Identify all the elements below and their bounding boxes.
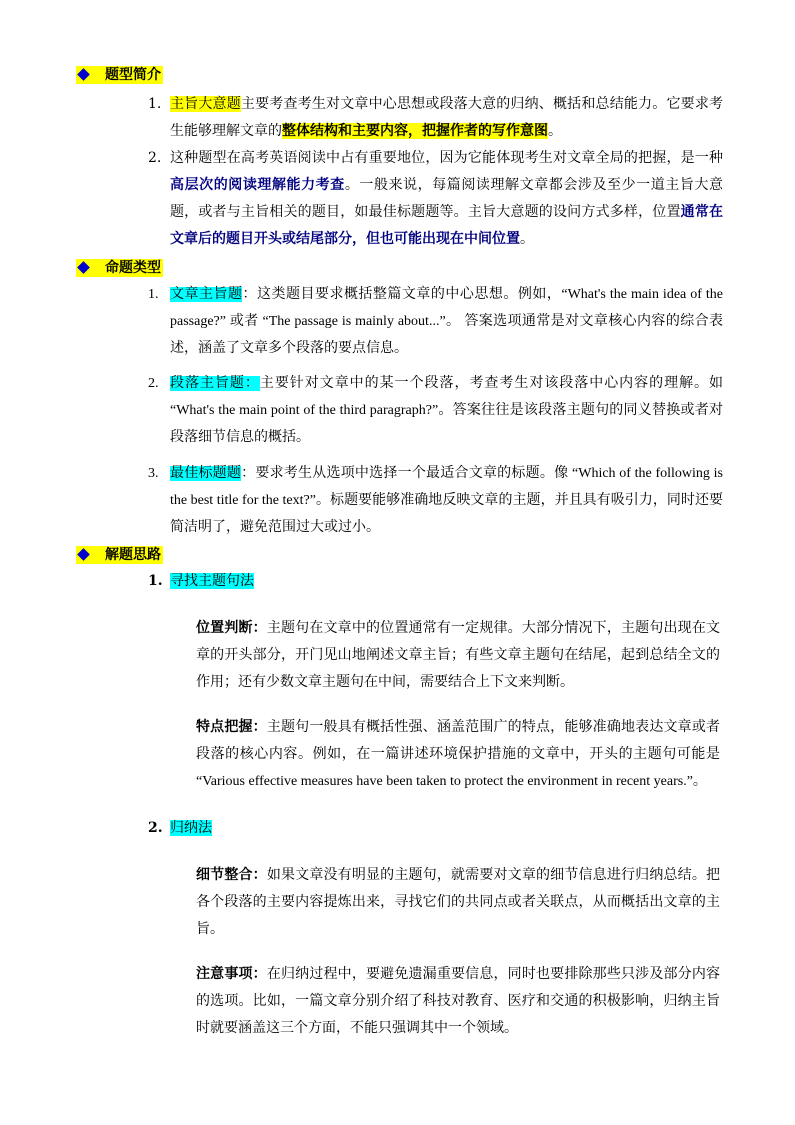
section-title: 题型简介 bbox=[105, 67, 161, 83]
item-text bbox=[170, 370, 723, 451]
emphasis-text: 通常在文章后的题目开头或结尾部分，但也可能出现在中间位置 bbox=[170, 204, 724, 247]
text-span: 。 bbox=[520, 231, 534, 247]
text-span: 主要考查考生对文章中心思想或段落大意的归纳、概括和总结能力。它要求考生能够理解文章的 bbox=[170, 96, 723, 139]
method-point bbox=[196, 961, 720, 1042]
item-number: 2. bbox=[148, 150, 162, 166]
point-text: 在归纳过程中，要避免遗漏重要信息，同时也要排除那些只涉及部分内容的选项。比如，一篇文章分别介绍了科技对教育、医疗和交通的积极影响，归纳主旨时就要涵盖这三个方面，不能只强调其中一个领域。 bbox=[196, 966, 721, 1036]
item-text bbox=[170, 91, 723, 145]
item-text bbox=[170, 460, 723, 541]
point-label: 细节整合： bbox=[196, 867, 267, 883]
method-number: 1. bbox=[148, 573, 163, 589]
highlight-term: 段落主旨题： bbox=[170, 376, 260, 391]
point-label: 位置判断： bbox=[196, 621, 267, 636]
method-heading-1 bbox=[148, 568, 254, 595]
text-span: ：要求考生从选项中选择一个最适合文章的标题。像 “Which of the following is the best title for the text?”。标题要能够准确地反映文章的主题，并且具有吸引力，同时还要简洁明了，避免范围过大或过小。 bbox=[170, 466, 723, 535]
point-text: 如果文章没有明显的主题句，就需要对文章的细节信息进行归纳总结。把各个段落的主要内容提炼出来，寻找它们的共同点或者关联点，从而概括出文章的主旨。 bbox=[196, 867, 721, 937]
item-text bbox=[170, 145, 723, 253]
diamond-bullet-icon bbox=[76, 546, 103, 564]
point-text: 主题句在文章中的位置通常有一定规律。大部分情况下，主题句出现在文章的开头部分，开门见山地阐述文章主旨；有些文章主题句在结尾，起到总结全文的作用；还有少数文章主题句在中间，需要结合上下文来判断。 bbox=[196, 621, 721, 690]
type-item-1 bbox=[148, 281, 723, 362]
point-label: 注意事项： bbox=[196, 966, 267, 982]
item-number: 3. bbox=[148, 466, 159, 481]
section-heading-intro bbox=[76, 64, 163, 86]
section-heading-types bbox=[76, 257, 163, 279]
emphasis-text: 高层次的阅读理解能力考查 bbox=[170, 177, 345, 193]
method-title: 归纳法 bbox=[170, 820, 212, 836]
point-text: 主题句一般具有概括性强、涵盖范围广的特点，能够准确地表达文章或者段落的核心内容。例如，在一篇讲述环境保护措施的文章中，开头的主题句可能是 “Various effective measures have been taken to protect the environment in recent years.”。 bbox=[196, 720, 721, 789]
text-span: 这种题型在高考英语阅读中占有重要地位，因为它能体现考生对文章全局的把握，是一种 bbox=[170, 150, 723, 166]
method-point bbox=[196, 714, 720, 795]
bold-highlight: 整体结构和主要内容，把握作者的写作意图 bbox=[282, 123, 548, 139]
highlight-term: 文章主旨题 bbox=[170, 287, 243, 302]
item-text bbox=[170, 281, 723, 362]
type-item-2 bbox=[148, 370, 723, 451]
method-title: 寻找主题句法 bbox=[170, 573, 254, 589]
section-title: 命题类型 bbox=[105, 260, 161, 276]
method-point bbox=[196, 615, 720, 696]
diamond-bullet-icon bbox=[76, 66, 103, 84]
section-title: 解题思路 bbox=[105, 547, 161, 563]
highlight-term: 最佳标题题 bbox=[170, 466, 242, 481]
intro-item-1 bbox=[148, 91, 723, 145]
point-label: 特点把握： bbox=[196, 720, 267, 735]
item-number: 2. bbox=[148, 376, 159, 391]
type-item-3 bbox=[148, 460, 723, 541]
method-number: 2. bbox=[148, 820, 163, 836]
method-heading-2 bbox=[148, 815, 212, 842]
diamond-bullet-icon bbox=[76, 259, 103, 277]
highlight-term: 主旨大意题 bbox=[170, 96, 241, 112]
intro-item-2 bbox=[148, 145, 723, 253]
section-heading-methods bbox=[76, 544, 163, 566]
text-span: 。 bbox=[548, 123, 562, 139]
method-point bbox=[196, 862, 720, 943]
text-span: 主要针对文章中的某一个段落，考查考生对该段落中心内容的理解。如 “What's the main point of the third paragraph?”。答案往往是该段落主题句的同义替换或者对段落细节信息的概括。 bbox=[170, 376, 724, 445]
item-number: 1. bbox=[148, 287, 159, 302]
text-span: ：这类题目要求概括整篇文章的中心思想。例如，“What's the main idea of the passage?” 或者 “The passage is mainly about...”。 答案选项通常是对文章核心内容的综合表述，涵盖了文章多个段落的要点信息。 bbox=[170, 287, 724, 356]
text-span: 。一般来说，每篇阅读理解文章都会涉及至少一道主旨大意题，或者与主旨相关的题目，如最佳标题题等。主旨大意题的设问方式多样，位置 bbox=[170, 177, 724, 220]
item-number: 1. bbox=[148, 96, 162, 112]
